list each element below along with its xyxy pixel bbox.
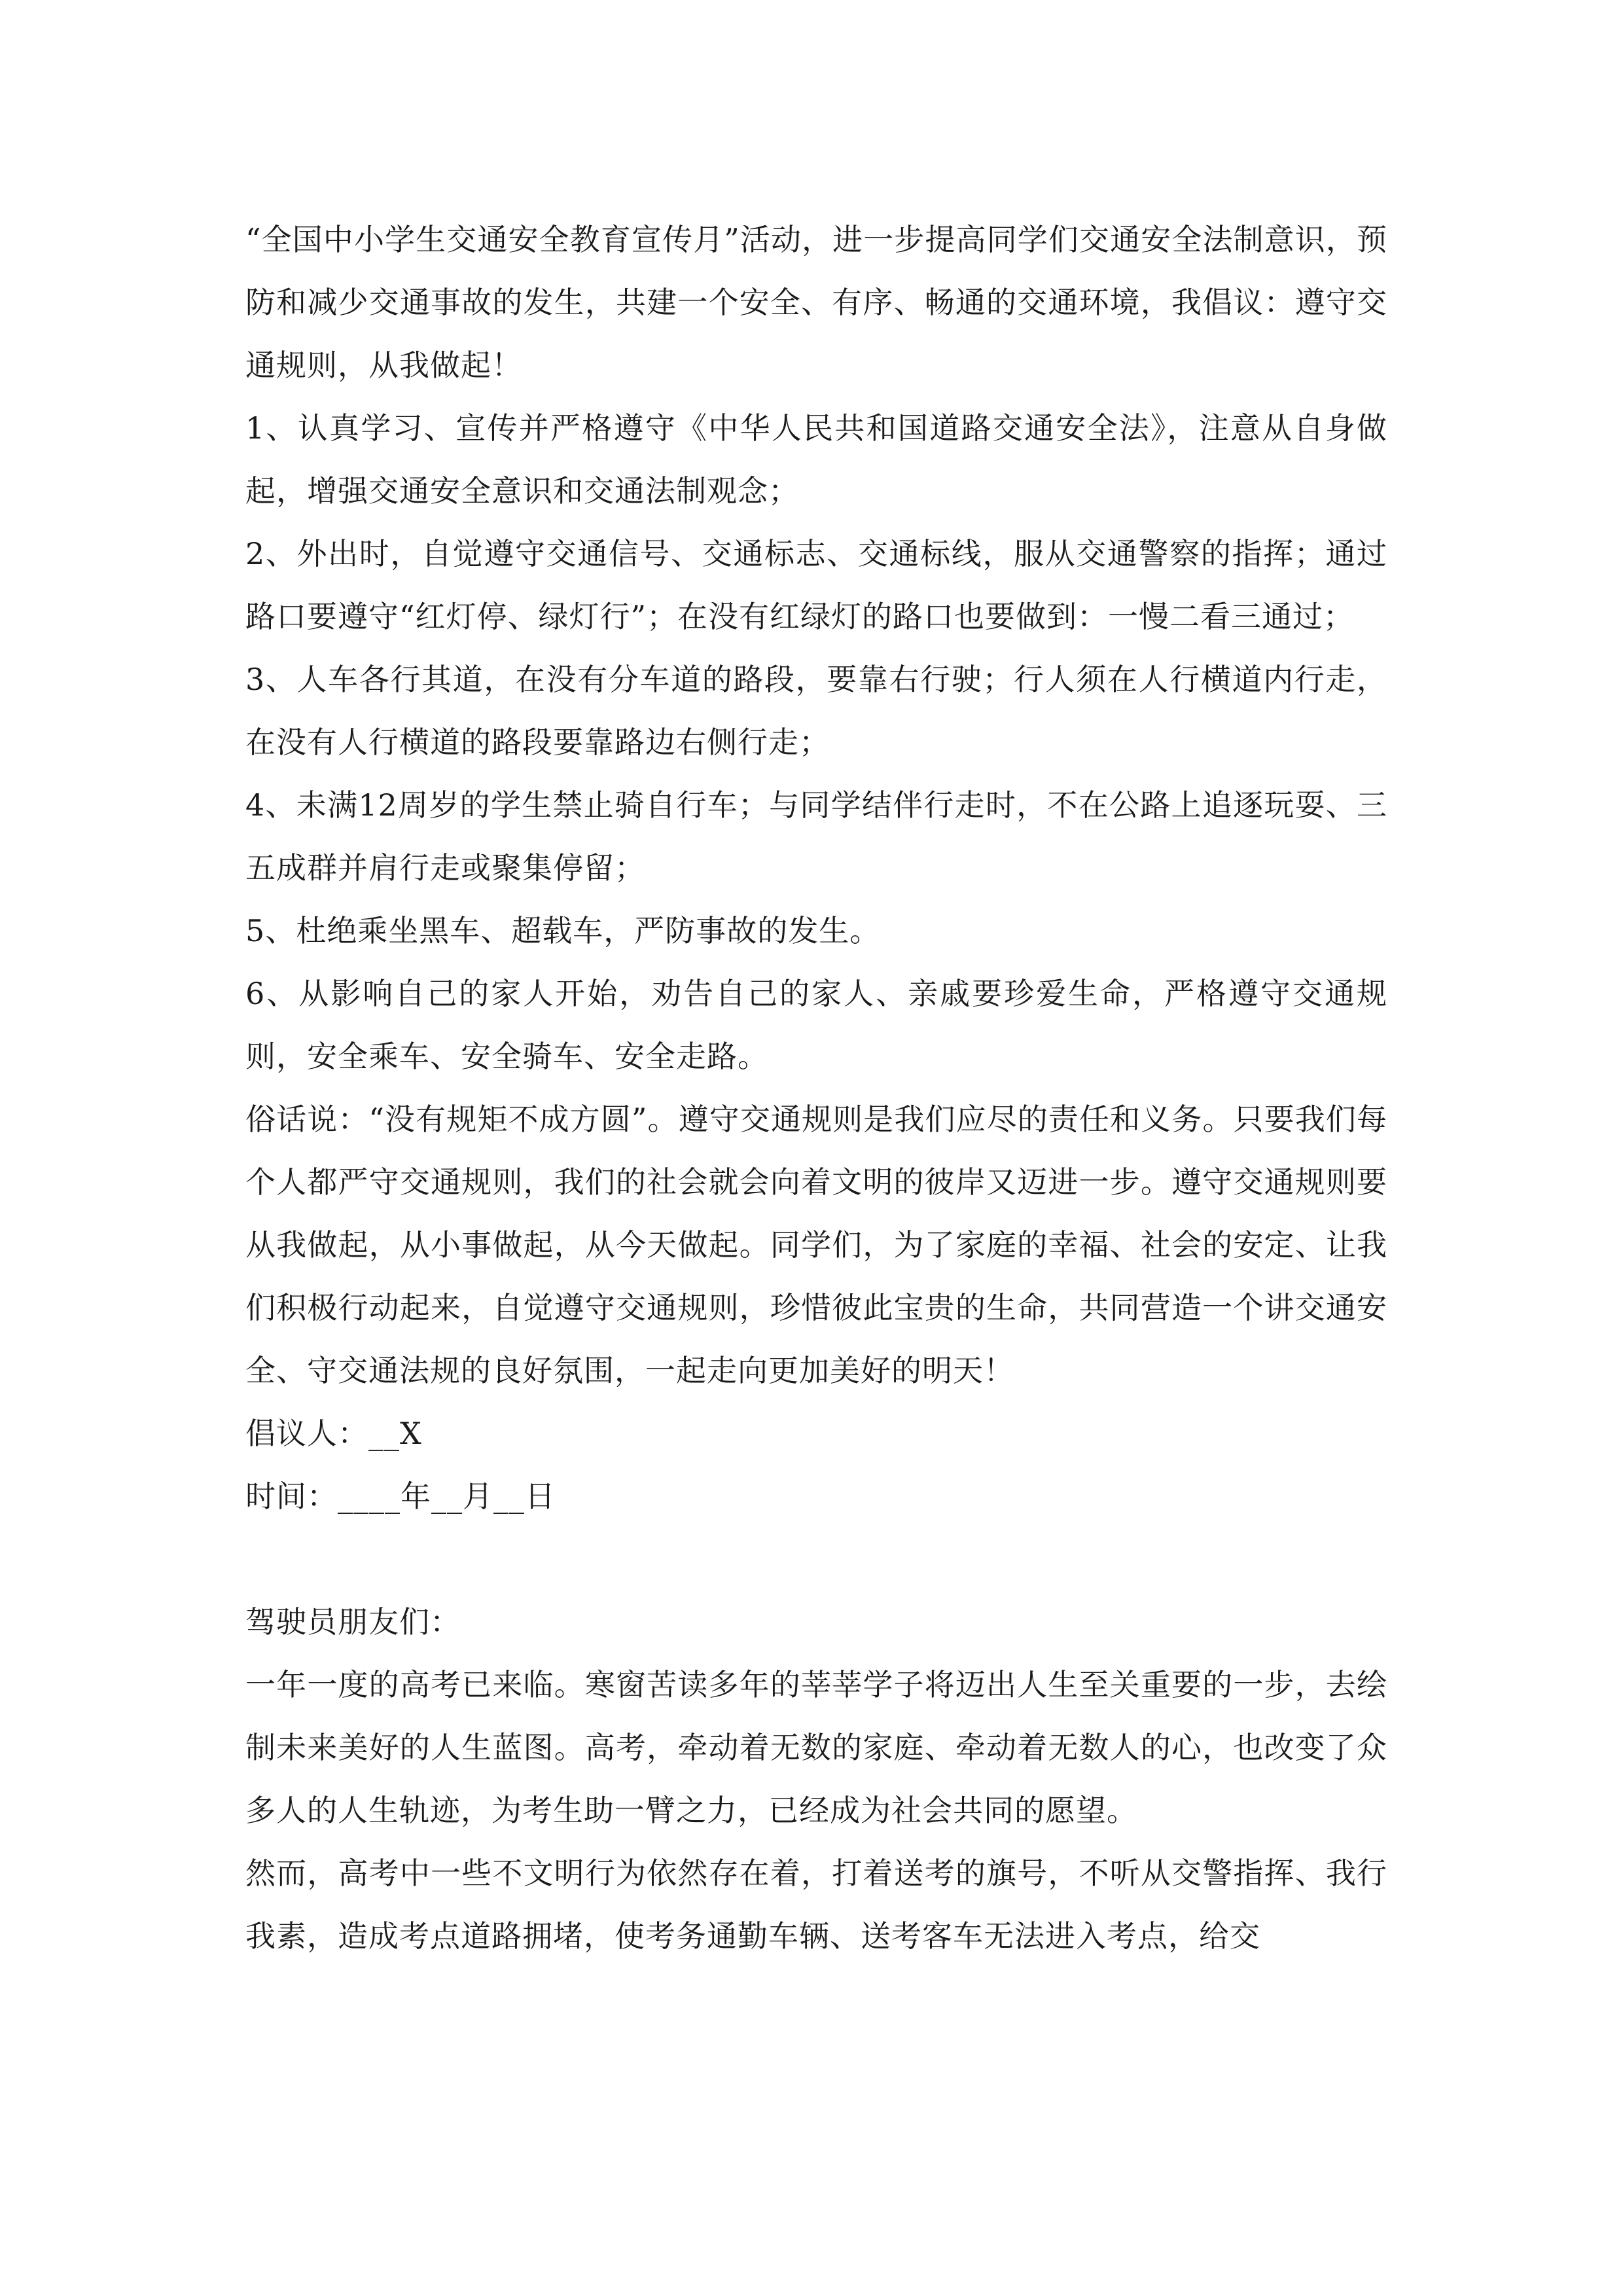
list-item-2: 2、外出时，自觉遵守交通信号、交通标志、交通标线，服从交通警察的指挥；通过路口要遵守“红灯停、绿灯行”；在没有红绿灯的路口也要做到：一慢二看三通过； bbox=[245, 536, 1387, 634]
list-item-4: 4、未满12周岁的学生禁止骑自行车；与同学结伴行走时，不在公路上追逐玩耍、三五成群并肩行走或聚集停留； bbox=[245, 787, 1387, 886]
section-spacer bbox=[245, 1528, 1387, 1590]
list-item-1: 1、认真学习、宣传并严格遵守《中华人民共和国道路交通安全法》，注意从自身做起，增强交通安全意识和交通法制观念； bbox=[245, 410, 1387, 509]
proposer-line: 倡议人：__X bbox=[245, 1416, 422, 1451]
section2-paragraph-2: 然而，高考中一些不文明行为依然存在着，打着送考的旗号，不听从交警指挥、我行我素，造成考点道路拥堵，使考务通勤车辆、送考客车无法进入考点，给交 bbox=[245, 1856, 1387, 1954]
list-item-3: 3、人车各行其道，在没有分车道的路段，要靠右行驶；行人须在人行横道内行走，在没有人行横道的路段要靠路边右侧行走； bbox=[245, 662, 1387, 760]
greeting-line: 驾驶员朋友们： bbox=[245, 1604, 461, 1640]
closing-paragraph: 俗话说：“没有规矩不成方圆”。遵守交通规则是我们应尽的责任和义务。只要我们每个人都严守交通规则，我们的社会就会向着文明的彼岸又迈进一步。遵守交通规则要从我做起，从小事做起，从今天做起。同学们，为了家庭的幸福、社会的安定、让我们积极行动起来，自觉遵守交通规则，珍惜彼此宝贵的生命，共同营造一个讲交通安全、守交通法规的良好氛围，一起走向更加美好的明天！ bbox=[245, 1102, 1387, 1388]
section2-paragraph-1: 一年一度的高考已来临。寒窗苦读多年的莘莘学子将迈出人生至关重要的一步，去绘制未来美好的人生蓝图。高考，牵动着无数的家庭、牵动着无数人的心，也改变了众多人的人生轨迹，为考生助一臂之力，已经成为社会共同的愿望。 bbox=[245, 1667, 1387, 1828]
intro-paragraph: “全国中小学生交通安全教育宣传月”活动，进一步提高同学们交通安全法制意识，预防和减少交通事故的发生，共建一个安全、有序、畅通的交通环境，我倡议：遵守交通规则，从我做起！ bbox=[245, 222, 1387, 383]
list-item-6: 6、从影响自己的家人开始，劝告自己的家人、亲戚要珍爱生命，严格遵守交通规则，安全乘车、安全骑车、安全走路。 bbox=[245, 976, 1387, 1074]
list-item-5: 5、杜绝乘坐黑车、超载车，严防事故的发生。 bbox=[245, 913, 881, 948]
date-line: 时间：____年__月__日 bbox=[245, 1479, 556, 1514]
document-body bbox=[245, 208, 1387, 1967]
